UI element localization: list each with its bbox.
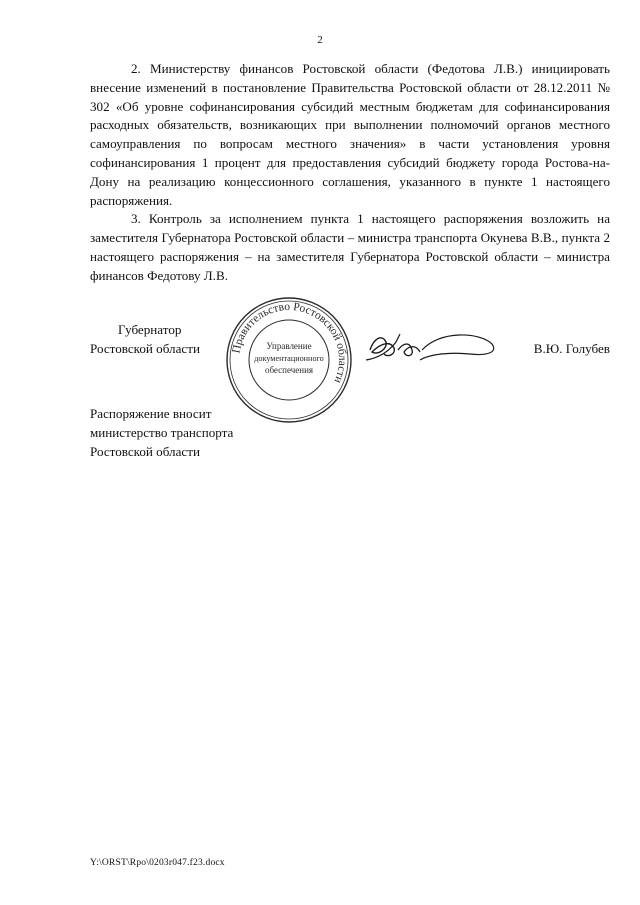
introduced-by-block [90,404,350,461]
signatory-title-line1: Губернатор [118,322,182,337]
handwritten-signature [360,320,500,370]
signatory-title [90,320,240,358]
paragraph-2: 2. Министерству финансов Ростовской области (Федотова Л.В.) инициировать внесение изменений в постановление Правительства Ростовской области от 28.12.2011 № 302 «Об уровне софинансирования субсидий местным бюджетам для софинансирования расходных обязательств, возникающих при выполнении полномочий органов местного самоуправления по вопросам местного значения» в части установления уровня софинансирования 1 процент для предоставления субсидий бюджету города Ростова-на-Дону на реализацию концессионного соглашения, указанного в пункте 1 настоящего распоряжения. [90,61,610,208]
introduced-by-line2: министерство транспорта [90,425,234,440]
file-path-footer: Y:\ORST\Rpo\0203r047.f23.docx [90,858,225,868]
paragraph-3: 3. Контроль за исполнением пункта 1 настоящего распоряжения возложить на заместителя Губернатора Ростовской области – министра транспорта Окунева В.В., пункта 2 настоящего распоряжения – на заместителя Губернатора Ростовской области – министра финансов Федотову Л.В. [90,211,610,283]
signatory-title-line2: Ростовской области [90,341,200,356]
seal-inner-line1: Управление [266,341,312,351]
seal-outer-text: Правительство Ростовской области [230,300,349,385]
seal-inner-line3: обеспечения [264,365,314,375]
introduced-by-line1: Распоряжение вносит [90,406,212,421]
signatory-name: В.Ю. Голубев [533,341,610,356]
page-number: 2 [317,34,323,46]
introduced-by-line3: Ростовской области [90,444,200,459]
seal-inner-line2: документационного [254,354,324,363]
document-body [90,60,610,286]
